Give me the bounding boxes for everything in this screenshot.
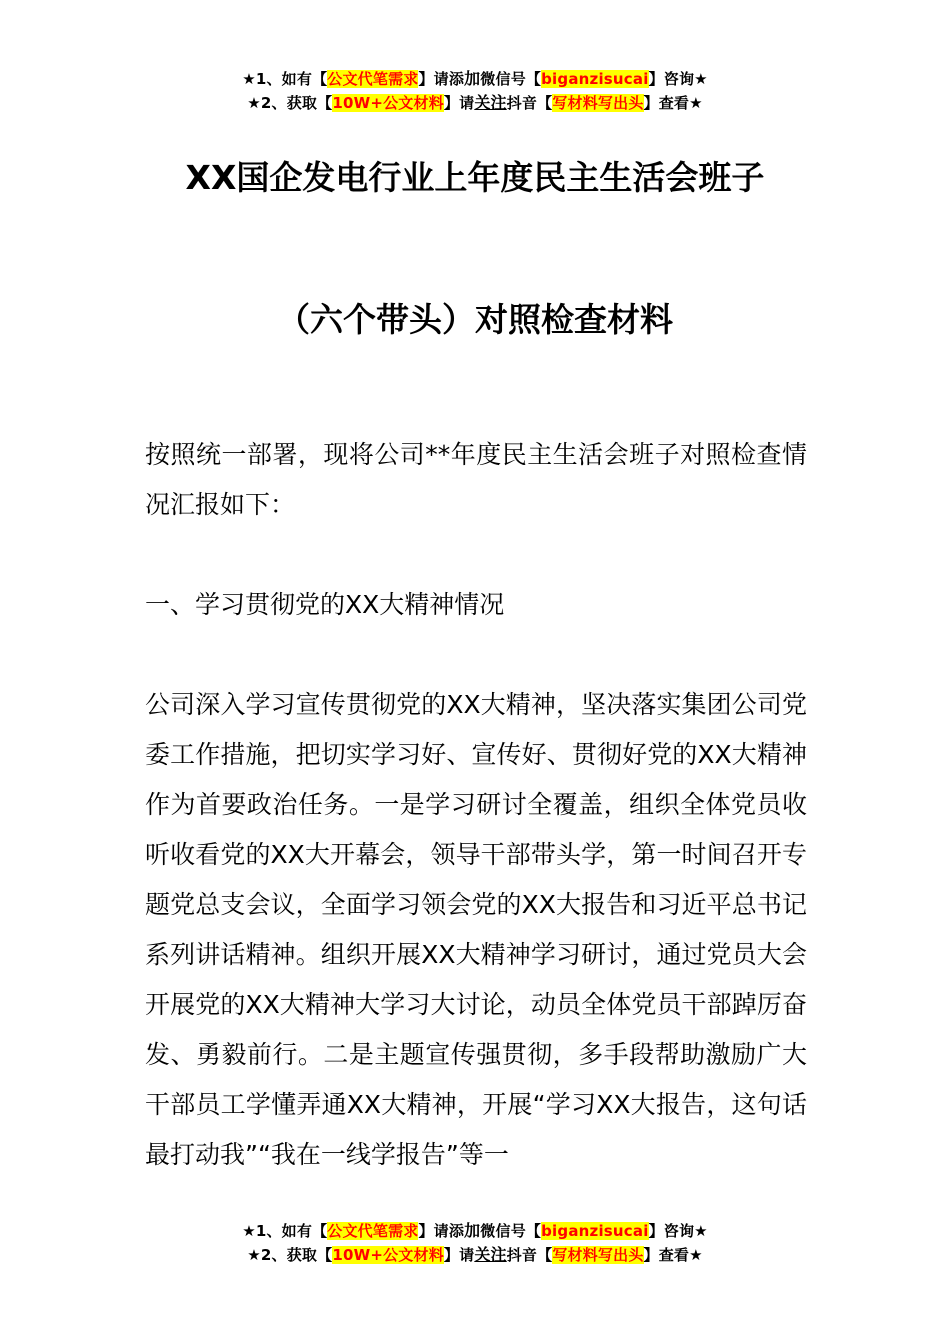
document-title-line-2: （六个带头）对照检查材料 <box>277 300 673 339</box>
section-heading: 一、学习贯彻党的XX大精神情况 <box>145 590 505 619</box>
banner-highlight-wechat-id: biganzisucai <box>541 70 649 88</box>
banner-highlight-wechat-id: biganzisucai <box>541 1222 649 1240</box>
footer-banner-line-1 <box>0 1219 950 1243</box>
banner-emphasis: 关注 <box>474 1245 507 1264</box>
banner-text: 】查看★ <box>643 94 703 112</box>
banner-emphasis: 加 <box>464 69 481 88</box>
banner-emphasis: 关注 <box>474 93 507 112</box>
banner-emphasis: 加 <box>464 1221 481 1240</box>
banner-text: 】请添 <box>418 70 465 88</box>
banner-text: 微信号【 <box>480 70 542 88</box>
header-banner-line-2 <box>0 91 950 115</box>
banner-text: 】咨询★ <box>648 1222 708 1240</box>
banner-text: ★1、如有【 <box>242 70 328 88</box>
banner-text: 】请 <box>443 1246 475 1264</box>
header-banner <box>0 67 950 115</box>
section-1-body <box>145 680 807 1180</box>
banner-text: ★2、获取【 <box>247 1246 333 1264</box>
section-1 <box>145 580 807 630</box>
banner-text: 微信号【 <box>480 1222 542 1240</box>
body-paragraph: 公司深入学习宣传贯彻党的XX大精神，坚决落实集团公司党委工作措施，把切实学习好、宣传好、贯彻好党的XX大精神作为首要政治任务。一是学习研讨全覆盖，组织全体党员收听收看党的XX大开幕会，领导干部带头学，第一时间召开专题党总支会议，全面学习领会党的XX大报告和习近平总书记系列讲话精神。组织开展XX大精神学习研讨，通过党员大会开展党的XX大精神大学习大讨论，动员全体党员干部踔厉奋发、勇毅前行。二是主题宣传强贯彻，多手段帮助激励广大干部员工学懂弄通XX大精神，开展“学习XX大报告，这句话最打动我”“我在一线学报告”等一 <box>145 690 807 1169</box>
banner-highlight: 10W+公文材料 <box>332 94 444 112</box>
banner-highlight: 10W+公文材料 <box>332 1246 444 1264</box>
banner-text: 】查看★ <box>643 1246 703 1264</box>
footer-banner-line-2 <box>0 1243 950 1267</box>
banner-highlight-douyin: 写材料写出头 <box>552 1246 644 1264</box>
banner-text: 抖音【 <box>506 1246 553 1264</box>
banner-text: 】咨询★ <box>648 70 708 88</box>
header-banner-line-1 <box>0 67 950 91</box>
intro-text: 按照统一部署，现将公司**年度民主生活会班子对照检查情况汇报如下： <box>145 440 807 519</box>
banner-text: 抖音【 <box>506 94 553 112</box>
banner-text: ★1、如有【 <box>242 1222 328 1240</box>
document-title-line-1: XX国企发电行业上年度民主生活会班子 <box>185 158 765 197</box>
banner-text: ★2、获取【 <box>247 94 333 112</box>
banner-text: 】请添 <box>418 1222 465 1240</box>
banner-highlight: 公文代笔需求 <box>327 1222 419 1240</box>
intro-paragraph <box>145 430 807 530</box>
banner-highlight: 公文代笔需求 <box>327 70 419 88</box>
banner-text: 】请 <box>443 94 475 112</box>
footer-banner <box>0 1219 950 1267</box>
banner-highlight-douyin: 写材料写出头 <box>552 94 644 112</box>
